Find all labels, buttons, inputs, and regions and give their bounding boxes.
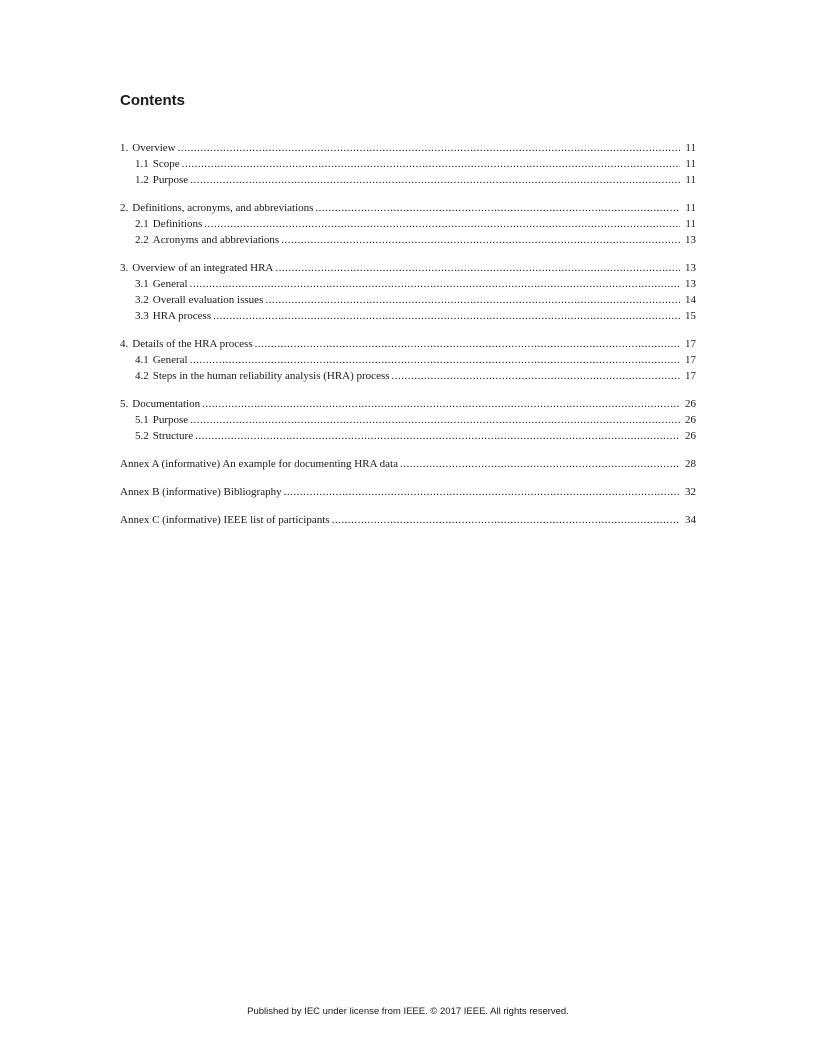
dot-leader [275,260,680,276]
toc-entry-label: Overall evaluation issues [152,294,264,306]
toc-entry-label: Definitions [152,218,203,230]
toc-entry-page: 26 [685,414,696,426]
dot-leader [190,412,680,428]
toc-entry[interactable] [120,336,696,352]
toc-entry[interactable] [120,172,696,188]
toc-entry[interactable] [120,412,696,428]
dot-leader [182,156,680,172]
toc-entry-page: 11 [685,142,696,154]
page-footer: Published by IEC under license from IEEE. © 2017 IEEE. All rights reserved. [247,1006,569,1017]
dot-leader [255,336,680,352]
toc-entry-page: 28 [685,458,696,470]
dot-leader [281,232,680,248]
toc-entry-label: Overview of an integrated HRA [132,262,274,274]
toc-entry-number: 2.2 [135,234,149,246]
toc-entry-page: 15 [685,310,696,322]
toc-entry-page: 17 [685,370,696,382]
toc-entry[interactable] [120,352,696,368]
toc-entry-page: 26 [685,398,696,410]
toc-entry-page: 14 [685,294,696,306]
toc-entry[interactable] [120,260,696,276]
toc-entry-number: 3.3 [135,310,149,322]
toc-entry-number: 3. [120,262,129,274]
toc-group [120,512,696,528]
dot-leader [315,200,680,216]
dot-leader [178,140,680,156]
toc-entry-page: 13 [685,262,696,274]
toc-entry[interactable] [120,292,696,308]
toc-entry-page: 26 [685,430,696,442]
toc-entry-page: 13 [685,278,696,290]
table-of-contents [120,140,696,540]
dot-leader [265,292,680,308]
toc-entry[interactable] [120,232,696,248]
toc-entry-number: 5.1 [135,414,149,426]
toc-group [120,260,696,324]
toc-group [120,484,696,500]
toc-entry[interactable] [120,428,696,444]
toc-entry-page: 11 [685,202,696,214]
toc-entry-number: 5. [120,398,129,410]
page-title: Contents [120,92,185,109]
dot-leader [202,396,680,412]
dot-leader [213,308,680,324]
toc-entry-number: 5.2 [135,430,149,442]
toc-group [120,140,696,188]
toc-entry-label: Purpose [152,414,189,426]
toc-entry[interactable] [120,512,696,528]
toc-entry-number: 3.1 [135,278,149,290]
toc-entry[interactable] [120,308,696,324]
toc-entry[interactable] [120,216,696,232]
toc-entry-label: Scope [152,158,180,170]
toc-entry-label: Details of the HRA process [132,338,253,350]
toc-entry-number: 4.2 [135,370,149,382]
toc-group [120,396,696,444]
toc-entry[interactable] [120,368,696,384]
toc-entry-label: General [152,354,188,366]
toc-entry-label: Acronyms and abbreviations [152,234,280,246]
toc-entry-label: Definitions, acronyms, and abbreviations [132,202,314,214]
toc-entry[interactable] [120,156,696,172]
dot-leader [392,368,680,384]
toc-entry-number: 1.1 [135,158,149,170]
toc-entry-number: 2.1 [135,218,149,230]
toc-entry-label: General [152,278,188,290]
toc-entry-page: 11 [685,174,696,186]
toc-entry-label: Purpose [152,174,189,186]
toc-entry-label: Steps in the human reliability analysis (HRA) process [152,370,390,382]
toc-entry-label: HRA process [152,310,212,322]
dot-leader [195,428,680,444]
toc-entry-number: 2. [120,202,129,214]
dot-leader [190,172,680,188]
toc-entry[interactable] [120,456,696,472]
toc-entry-label: Documentation [132,398,201,410]
dot-leader [190,276,680,292]
toc-entry-page: 17 [685,338,696,350]
toc-entry-number: 3.2 [135,294,149,306]
toc-entry-page: 13 [685,234,696,246]
toc-entry-label: Structure [152,430,194,442]
toc-entry-page: 17 [685,354,696,366]
toc-group [120,456,696,472]
toc-entry-number: 4.1 [135,354,149,366]
toc-entry-label: Annex C (informative) IEEE list of participants [120,514,330,526]
dot-leader [204,216,680,232]
toc-entry-number: 1.2 [135,174,149,186]
toc-entry-page: 34 [685,514,696,526]
toc-entry[interactable] [120,396,696,412]
toc-group [120,336,696,384]
dot-leader [284,484,680,500]
toc-entry-page: 32 [685,486,696,498]
toc-entry[interactable] [120,140,696,156]
toc-entry-label: Annex A (informative) An example for documenting HRA data [120,458,398,470]
toc-entry[interactable] [120,484,696,500]
toc-entry[interactable] [120,200,696,216]
toc-entry-page: 11 [685,218,696,230]
toc-entry-label: Annex B (informative) Bibliography [120,486,282,498]
toc-entry[interactable] [120,276,696,292]
dot-leader [332,512,680,528]
toc-entry-page: 11 [685,158,696,170]
toc-entry-label: Overview [132,142,176,154]
toc-entry-number: 4. [120,338,129,350]
dot-leader [400,456,680,472]
toc-entry-number: 1. [120,142,129,154]
dot-leader [190,352,680,368]
toc-group [120,200,696,248]
